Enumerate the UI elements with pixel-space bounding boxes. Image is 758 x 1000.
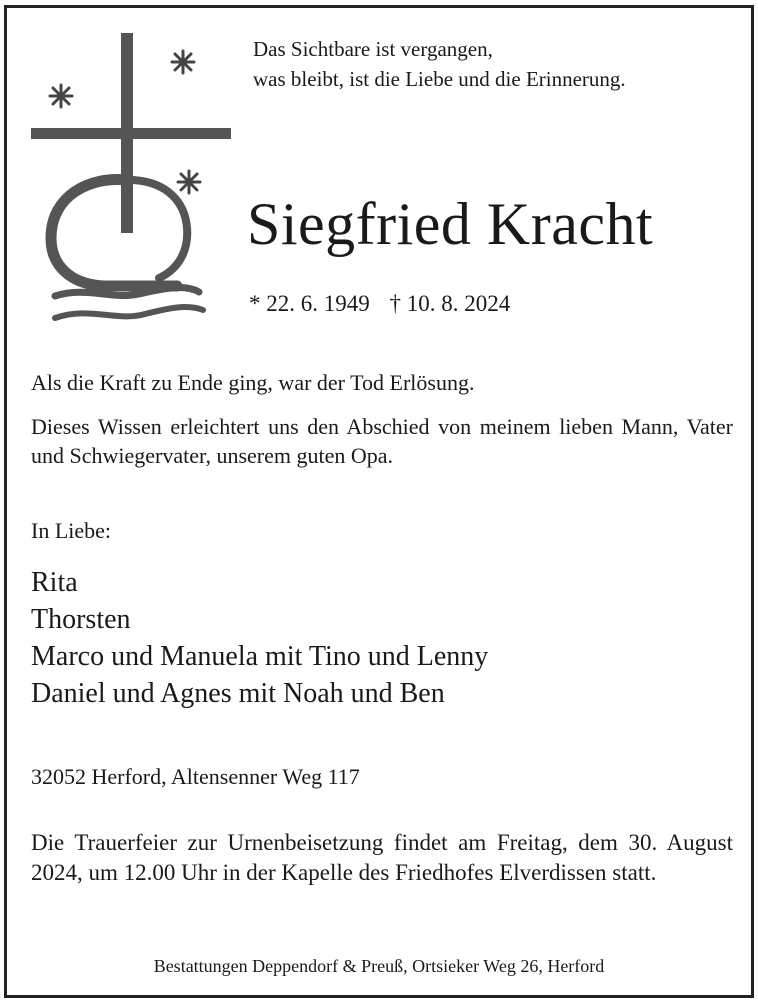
deceased-name: Siegfried Kracht [247,191,654,257]
funeral-details: Die Trauerfeier zur Urnenbeisetzung findet am Freitag, dem 30. August 2024, um 12.00 Uhr in der Kapelle des Friedhofes Elverdissen statt. [31,830,733,885]
family-member: Daniel und Agnes mit Noah und Ben [31,678,445,709]
intro-sentence: Als die Kraft zu Ende ging, war der Tod Erlösung. [31,370,475,395]
obituary-notice [4,5,754,998]
family-member: Thorsten [31,604,131,635]
in-love-label: In Liebe: [31,518,112,543]
death-date: † 10. 8. 2024 [389,291,511,316]
farewell-message: Dieses Wissen erleichtert uns den Abschied von meinem lieben Mann, Vater und Schwiegervater, unserem guten Opa. [31,414,733,468]
cross-anchor-emblem-icon [27,28,237,328]
family-member: Marco und Manuela mit Tino und Lenny [31,641,489,672]
family-list [31,564,488,712]
family-member: Rita [31,567,78,598]
undertaker-footer: Bestattungen Deppendorf & Preuß, Ortsieker Weg 26, Herford [153,956,605,976]
life-dates [249,291,524,317]
birth-date: * 22. 6. 1949 [249,291,370,316]
motto-line-1: Das Sichtbare ist vergangen, [253,37,493,61]
motto-line-2: was bleibt, ist die Liebe und die Erinnerung. [253,67,626,91]
motto-quote [253,34,626,94]
family-address: 32052 Herford, Altensenner Weg 117 [31,764,360,789]
